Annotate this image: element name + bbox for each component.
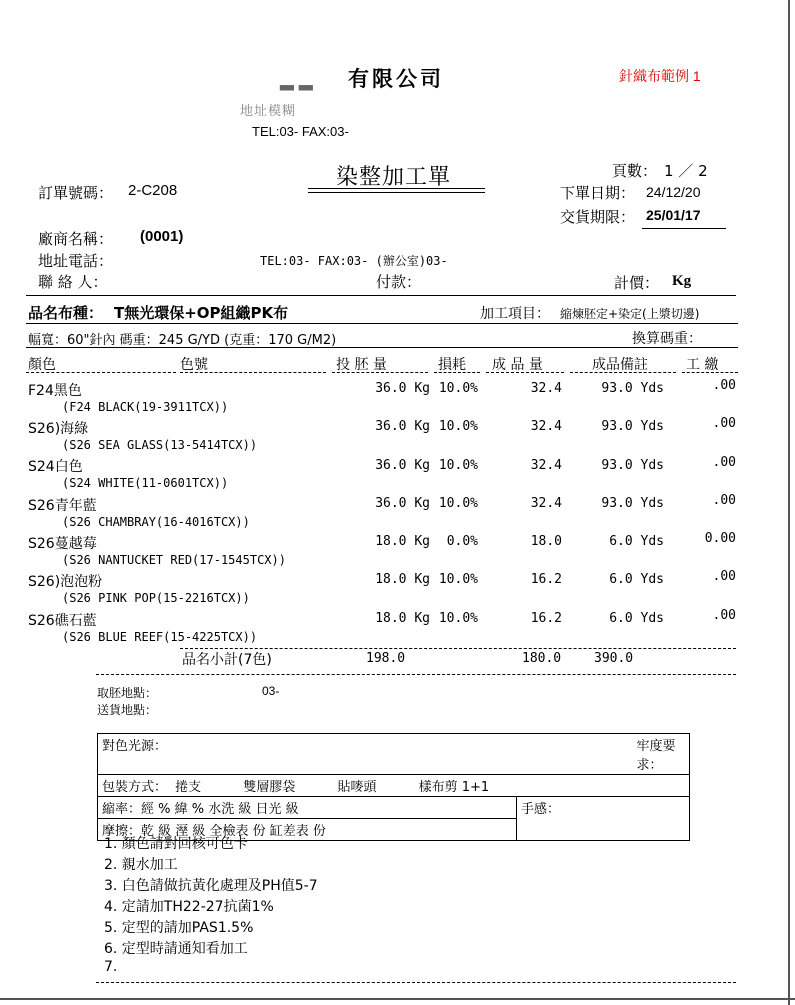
delivery-value: 25/01/17 [646,207,701,223]
row-input: 36.0 Kg [375,381,430,396]
product-value: T無光環保+OP組織PK布 [114,304,289,322]
header-dash-7 [682,372,738,373]
row-loss: 10.0% [438,572,478,587]
col-header-fee: 工 繳 [686,357,719,373]
row-color: S26礁石藍 [28,613,97,629]
row-note: 93.0 Yds [601,458,664,473]
row-output: 16.2 [530,572,562,587]
delivery-label: 交貨期限： [560,208,636,226]
row-input: 18.0 Kg [375,611,430,626]
process-label: 加工項目： [480,306,550,322]
row-color: S26青年藍 [28,498,97,514]
process-underline [476,323,738,324]
note-item: 5. 定型的請加PAS1.5% [104,920,254,936]
row-output: 32.4 [530,381,562,396]
product-underline [26,323,476,324]
row-fee: .00 [712,608,736,623]
row-note: 6.0 Yds [609,572,664,587]
process-value: 縮煉胚定+染定(上漿切邊) [560,307,700,321]
packing-label: 包裝方式： [102,780,168,795]
row-loss: 0.0% [446,534,478,549]
row-color: S26)海綠 [28,421,89,437]
col-header-note: 成品備註 [592,357,648,373]
row-input: 36.0 Kg [375,458,430,473]
row-output: 32.4 [530,496,562,511]
subtotal-input: 198.0 [366,651,406,666]
row-note: 93.0 Yds [601,419,664,434]
order-number-value: 2-C208 [128,182,178,199]
title-underline-1 [308,188,485,189]
conversion-label: 換算碼重： [632,331,702,347]
address-value: TEL:03- FAX:03- (辦公室)03- [260,254,448,268]
vendor-label: 廠商名稱： [38,230,114,248]
pickup-label: 取胚地點： [97,686,158,700]
contact-label: 聯 絡 人： [38,273,108,291]
requirement-box [97,733,690,841]
row-code: (F24 BLACK(19-3911TCX)) [62,400,229,414]
row-code: (S26 NANTUCKET RED(17-1545TCX)) [62,553,286,567]
row-loss: 10.0% [438,419,478,434]
row-fee: .00 [712,569,736,584]
row-fee: .00 [712,416,736,431]
header-dash-2 [180,372,326,373]
row-note: 93.0 Yds [601,381,664,396]
page-count-value: 1 ／ 2 [664,162,708,180]
row-color: S26蔓越莓 [28,536,97,552]
pickup-value: 03- [262,684,280,698]
shipping-label: 送貨地點： [97,703,158,717]
title-underline-2 [308,192,485,193]
col-header-color: 顏色 [28,357,56,373]
order-date-label: 下單日期： [560,184,636,202]
hand-feel-label: 手感： [521,802,561,817]
row-color: F24黑色 [28,383,82,399]
rubbing-text: 摩擦：乾 級 溼 級 全檢表 份 缸差表 份 [98,818,516,839]
row-fee: 0.00 [704,531,736,546]
row-input: 36.0 Kg [375,419,430,434]
row-input: 18.0 Kg [375,534,430,549]
subtotal-label: 品名小計(7色) [182,652,272,668]
company-tel-fax: TEL:03- FAX:03- [252,124,349,139]
header-dash-1 [26,372,176,373]
row-code: (S26 CHAMBRAY(16-4016TCX)) [62,515,250,529]
page-border-right [788,0,790,1005]
shrinkage-text: 縮率：經 % 緯 % 水洗 級 日光 級 [102,802,299,817]
spec-underline [26,347,738,348]
company-name: 有限公司 [348,67,444,91]
page-count-label: 頁數： [612,162,658,180]
address-label: 地址電話： [38,252,114,270]
row-code: (S26 BLUE REEF(15-4225TCX)) [62,630,258,644]
product-label: 品名布種： [28,304,104,322]
fastness-label: 牢度要求： [636,739,676,773]
note-item: 4. 定請加TH22-27抗菌1% [104,899,274,915]
row-code: (S26 SEA GLASS(13-5414TCX)) [62,438,258,452]
packing-option: 雙層膠袋 [243,780,296,795]
company-address: 地址模糊 [240,103,297,118]
row-color: S26)泡泡粉 [28,574,103,590]
header-divider [26,295,736,296]
row-fee: .00 [712,455,736,470]
delivery-underline [642,228,726,229]
note-item: 1. 顏色請對回核可色卡 [104,836,248,852]
row-note: 6.0 Yds [609,611,664,626]
spec-text: 幅寬：60"針內 碼重：245 G/YD (克重：170 G/M2) [28,333,337,348]
row-loss: 10.0% [438,611,478,626]
document-title: 染整加工單 [336,165,452,190]
subtotal-note: 390.0 [594,651,634,666]
row-code: (S24 WHITE(11-0601TCX)) [62,476,229,490]
row-note: 93.0 Yds [601,496,664,511]
row-color: S24白色 [28,459,83,475]
col-header-input: 投 胚 量 [336,357,387,373]
header-dash-6 [570,372,676,373]
order-date-value: 24/12/20 [646,184,701,200]
header-dash-4 [434,372,480,373]
col-header-loss: 損耗 [438,357,466,373]
packing-option: 貼嘜頭 [337,780,377,795]
note-item: 7. [104,959,118,975]
col-header-code: 色號 [180,357,208,373]
order-number-label: 訂單號碼： [38,184,114,202]
row-note: 6.0 Yds [609,534,664,549]
row-loss: 10.0% [438,458,478,473]
row-code: (S26 PINK POP(15-2216TCX)) [62,591,250,605]
header-dash-5 [486,372,564,373]
row-output: 16.2 [530,611,562,626]
subtotal-dash-bottom [96,674,736,675]
row-input: 36.0 Kg [375,496,430,511]
row-output: 32.4 [530,419,562,434]
header-dash-3 [332,372,428,373]
row-output: 32.4 [530,458,562,473]
notes-dash-bottom [96,982,736,983]
row-fee: .00 [712,493,736,508]
row-input: 18.0 Kg [375,572,430,587]
sample-tag: 針織布範例 1 [619,68,701,84]
light-source-label: 對色光源： [102,739,168,754]
row-loss: 10.0% [438,381,478,396]
subtotal-output: 180.0 [522,651,562,666]
page-border-bottom [0,998,795,1000]
note-item: 3. 白色請做抗黃化處理及PH值5-7 [104,878,318,894]
pricing-label: 計價： [614,274,660,292]
row-output: 18.0 [530,534,562,549]
packing-option: 捲支 [175,780,202,795]
note-item: 2. 親水加工 [104,857,178,873]
pricing-value: Kg [672,273,692,289]
company-name-redacted: ▂ ▂ [280,70,313,90]
swatch-label: 樣布剪 1+1 [418,780,490,795]
row-fee: .00 [712,378,736,393]
col-header-output: 成 品 量 [492,357,543,373]
payment-label: 付款： [376,273,422,291]
vendor-value: (0001) [140,228,184,245]
note-item: 6. 定型時請通知看加工 [104,941,248,957]
row-loss: 10.0% [438,496,478,511]
